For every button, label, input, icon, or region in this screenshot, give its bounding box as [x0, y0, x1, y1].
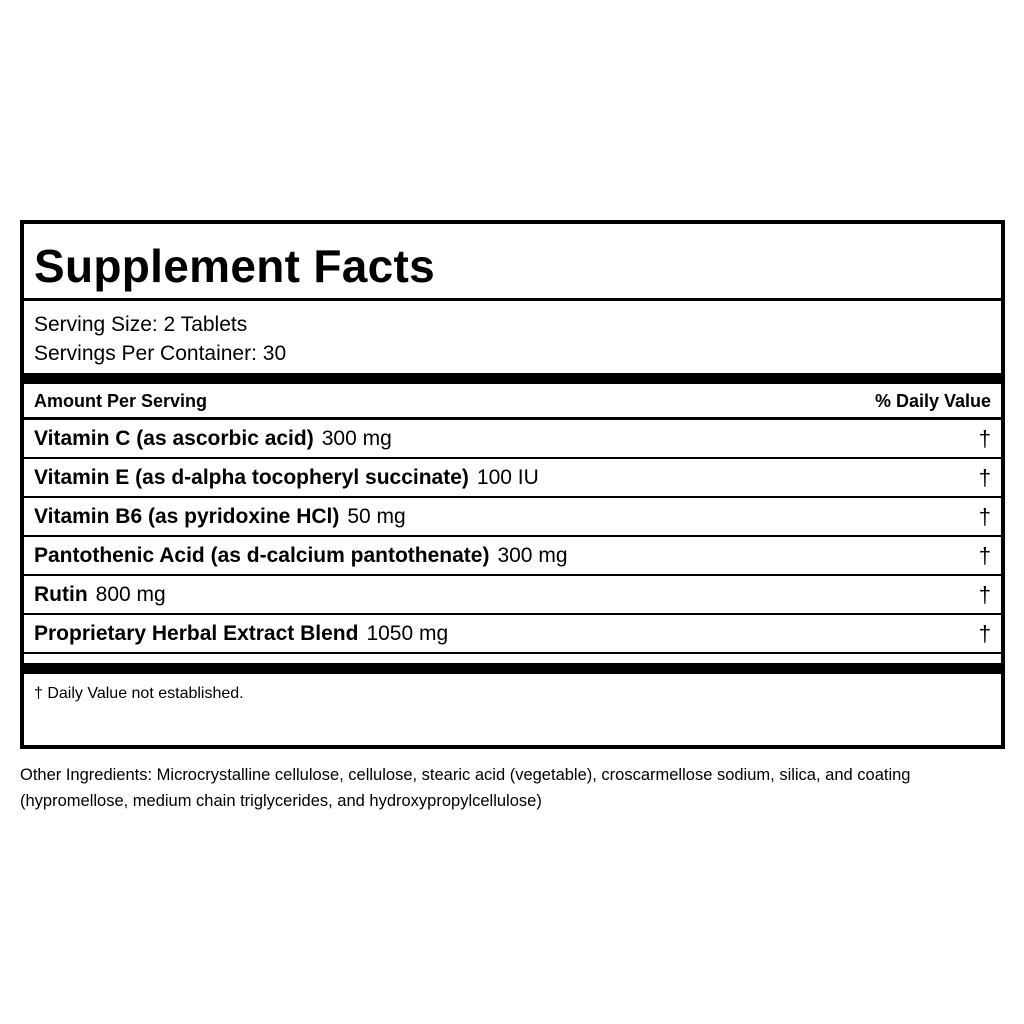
nutrient-row: [24, 537, 1001, 574]
nutrient-name: Vitamin E (as d-alpha tocopheryl succinate): [34, 466, 469, 489]
daily-value-dagger: †: [978, 582, 991, 607]
panel-title: Supplement Facts: [34, 240, 435, 292]
daily-value-header: % Daily Value: [874, 391, 991, 411]
supplement-facts-panel: [20, 220, 1005, 749]
nutrient-name: Vitamin B6 (as pyridoxine HCl): [34, 505, 340, 528]
nutrient-amount: 300 mg: [321, 427, 392, 450]
nutrient-name: Vitamin C (as ascorbic acid): [34, 427, 314, 450]
nutrient-amount: 100 IU: [476, 466, 539, 489]
nutrient-amount: 800 mg: [95, 583, 166, 606]
other-ingredients: Other Ingredients: Microcrystalline cellulose, cellulose, stearic acid (vegetable), croscarmellose sodium, silica, and coating (hypromellose, medium chain triglycerides, and hydroxypropylcellulose): [20, 766, 911, 810]
daily-value-dagger: †: [978, 504, 991, 529]
daily-value-dagger: †: [978, 465, 991, 490]
nutrient-row: [24, 615, 1001, 652]
daily-value-footnote: † Daily Value not established.: [34, 685, 244, 702]
title-divider: [24, 298, 1001, 301]
nutrient-row: [24, 420, 1001, 457]
nutrient-amount: 300 mg: [497, 544, 568, 567]
daily-value-dagger: †: [978, 543, 991, 568]
amount-per-serving-header: Amount Per Serving: [34, 391, 208, 411]
nutrient-amount: 1050 mg: [366, 622, 449, 645]
nutrient-name: Pantothenic Acid (as d-calcium pantothenate): [34, 544, 490, 567]
nutrient-name: Proprietary Herbal Extract Blend: [34, 622, 359, 645]
daily-value-dagger: †: [978, 621, 991, 646]
thick-divider-top: [24, 373, 1001, 384]
serving-size: Serving Size: 2 Tablets: [34, 313, 248, 336]
nutrient-row: [24, 459, 1001, 496]
row-divider: [24, 652, 1001, 654]
daily-value-dagger: †: [978, 426, 991, 451]
servings-per-container: Servings Per Container: 30: [34, 342, 287, 365]
nutrient-row: [24, 498, 1001, 535]
nutrient-amount: 50 mg: [347, 505, 406, 528]
thick-divider-bottom: [24, 663, 1001, 674]
nutrient-row: [24, 576, 1001, 613]
nutrient-name: Rutin: [34, 583, 88, 606]
